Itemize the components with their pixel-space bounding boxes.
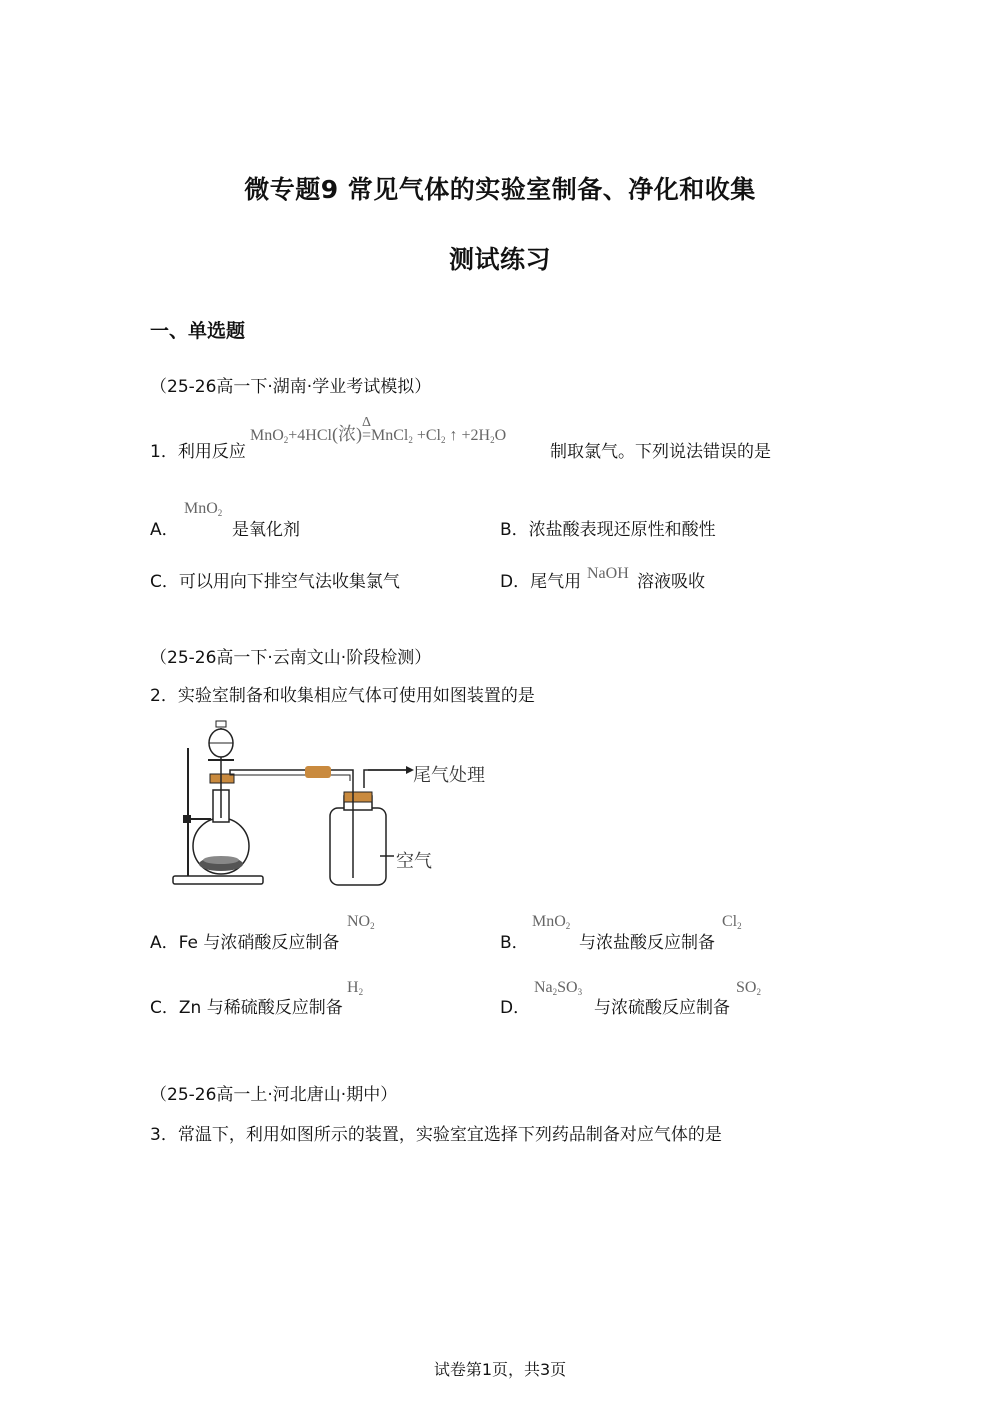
q3-source: （25-26高一上·河北唐山·期中） <box>150 1085 398 1105</box>
q1-option-b[interactable]: B．浓盐酸表现还原性和酸性 <box>500 520 716 540</box>
q1-equation: MnO$_2$+4HCl(浓) Δ =MnCl$_2$ $+Cl_2$ ↑ $+2H_2O$ <box>250 415 507 445</box>
page-title: 微专题9 常见气体的实验室制备、净化和收集 <box>244 175 756 204</box>
q2-option-c-formula: $H_2$ <box>347 979 364 997</box>
q2-option-a-formula: $NO_2$ <box>347 913 375 931</box>
section-heading: 一、单选题 <box>150 320 246 342</box>
q1-source: （25-26高一下·湖南·学业考试模拟） <box>150 377 432 397</box>
q2-option-b-formula2: $Cl_2$ <box>722 913 742 931</box>
q1-option-a[interactable]: A． <box>150 520 179 540</box>
q2-option-b-text: 与浓盐酸反应制备 <box>579 933 715 953</box>
page-subtitle: 测试练习 <box>448 245 551 274</box>
q1-option-a-formula: MnO$_2$ <box>184 500 223 518</box>
q2-figure-label-air: 空气 <box>396 851 432 872</box>
q2-option-a[interactable]: A．Fe 与浓硝酸反应制备 <box>150 933 340 953</box>
q2-option-b[interactable]: B． <box>500 933 529 953</box>
q2-stem: 2．实验室制备和收集相应气体可使用如图装置的是 <box>150 686 535 706</box>
q2-number: 2． <box>150 686 178 706</box>
q2-option-c[interactable]: C．Zn 与稀硫酸反应制备 <box>150 998 343 1018</box>
q1-stem <box>150 437 246 462</box>
q1-option-a-text: 是氧化剂 <box>232 520 300 540</box>
q3-stem: 3．常温下，利用如图所示的装置，实验室宜选择下列药品制备对应气体的是 <box>150 1125 722 1145</box>
q1-number: 1． <box>150 442 178 462</box>
q2-option-d-formula2: $SO_2$ <box>736 979 761 997</box>
q1-option-d[interactable]: D．尾气用 <box>500 572 582 592</box>
page-footer: 试卷第1页，共3页 <box>433 1360 567 1379</box>
q1-stem-suffix: 制取氯气。下列说法错误的是 <box>550 442 771 462</box>
q2-apparatus-figure <box>168 718 508 893</box>
q1-option-d-formula: NaOH <box>587 565 629 582</box>
q2-option-d-text: 与浓硫酸反应制备 <box>594 998 730 1018</box>
q2-source: （25-26高一下·云南文山·阶段检测） <box>150 648 432 668</box>
q2-figure-label-tail-gas: 尾气处理 <box>413 765 485 786</box>
q2-option-d[interactable]: D． <box>500 998 531 1018</box>
q1-option-d-text: 溶液吸收 <box>637 572 705 592</box>
q3-number: 3． <box>150 1125 178 1145</box>
q2-option-d-formula1: $Na_2SO_3$ <box>534 979 583 997</box>
q2-option-b-formula1: MnO$_2$ <box>532 913 571 931</box>
q1-option-c[interactable]: C．可以用向下排空气法收集氯气 <box>150 572 400 592</box>
q1-stem-prefix: 利用反应 <box>177 442 246 462</box>
